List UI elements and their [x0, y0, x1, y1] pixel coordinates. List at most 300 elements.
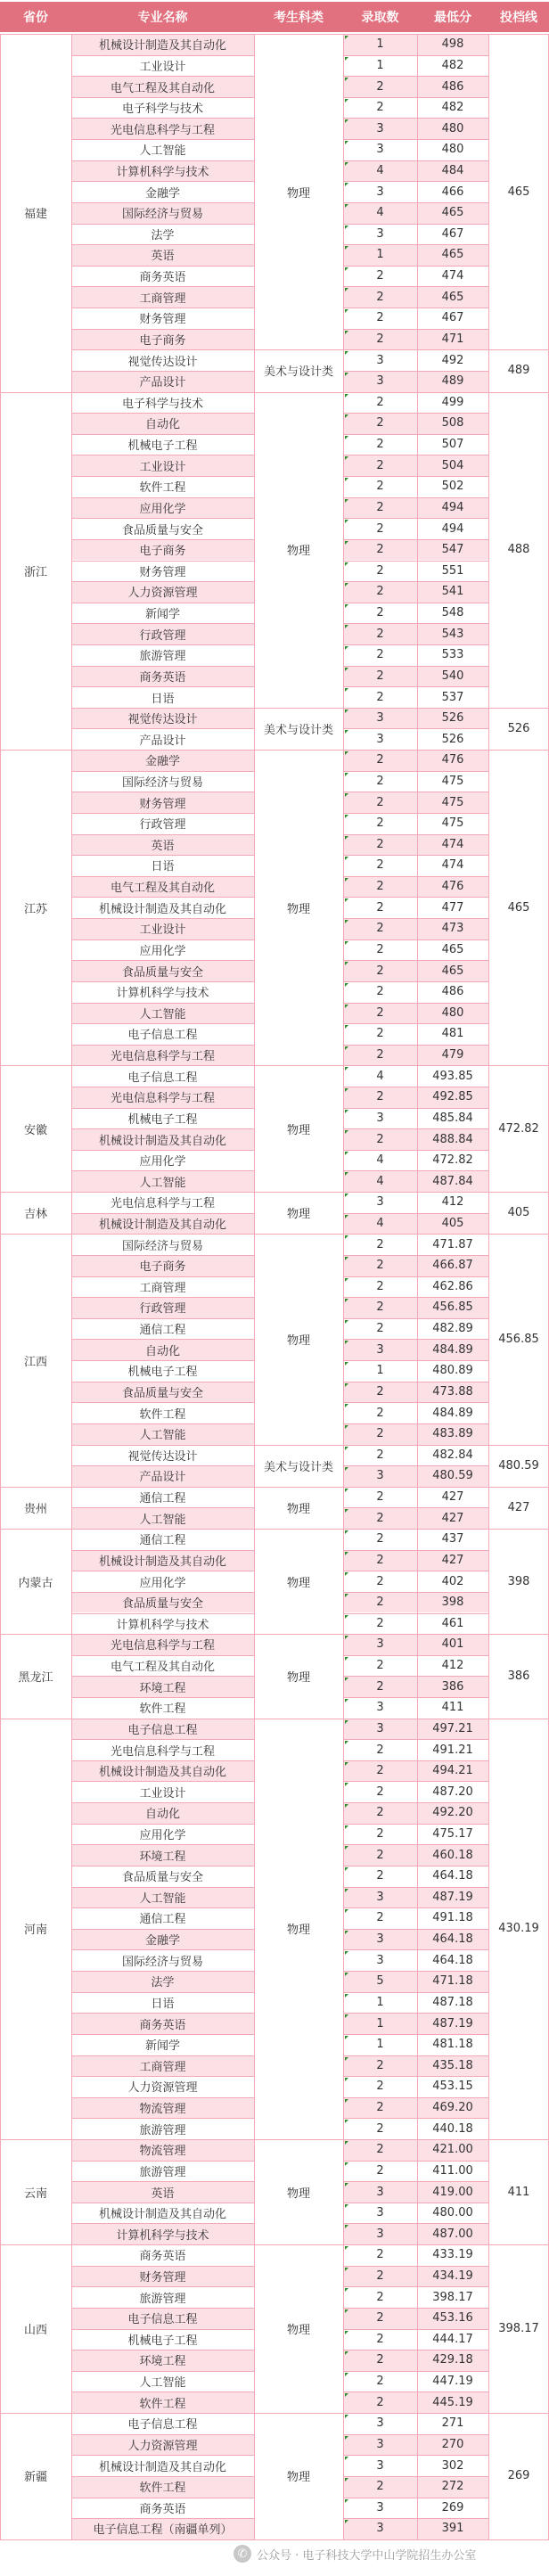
- grid-line: [488, 1634, 549, 1635]
- major-cell: 产品设计: [71, 371, 254, 392]
- admitted-cell: 2: [343, 1128, 417, 1150]
- grid-line: [71, 434, 254, 435]
- min-score-cell: 461: [417, 1613, 488, 1635]
- province-cell: 安徽: [0, 1065, 71, 1192]
- admitted-cell: 2: [343, 834, 417, 856]
- admitted-cell: 4: [343, 1065, 417, 1087]
- cell-flag-marker: [345, 1341, 348, 1344]
- min-score-cell: 467: [417, 308, 488, 329]
- cell-flag-marker: [345, 1572, 348, 1576]
- admitted-cell: 2: [343, 1445, 417, 1466]
- admitted-cell: 2: [343, 286, 417, 308]
- admitted-cell: 2: [343, 1487, 417, 1508]
- major-cell: 行政管理: [71, 623, 254, 644]
- grid-line: [343, 2434, 488, 2435]
- admitted-cell: 2: [343, 2139, 417, 2161]
- grid-line: [0, 1529, 71, 1530]
- major-cell: 自动化: [71, 413, 254, 434]
- admitted-cell: 2: [343, 2308, 417, 2329]
- grid-line: [343, 1802, 488, 1803]
- grid-line: [343, 518, 488, 519]
- cell-flag-marker: [345, 1299, 348, 1302]
- grid-line: [488, 1065, 549, 1066]
- min-score-cell: 477: [417, 897, 488, 918]
- admitted-cell: 3: [343, 1634, 417, 1655]
- min-score-cell: 466: [417, 181, 488, 202]
- min-score-cell: 484.89: [417, 1339, 488, 1360]
- cell-flag-marker: [345, 1867, 348, 1871]
- min-score-cell: 475.17: [417, 1824, 488, 1845]
- grid-line: [71, 918, 254, 919]
- cell-flag-marker: [345, 1467, 348, 1471]
- grid-line: [0, 1634, 71, 1635]
- grid-line: [71, 476, 254, 477]
- cell-flag-marker: [345, 583, 348, 587]
- cutoff-cell: 465: [488, 750, 549, 1065]
- admitted-cell: 2: [343, 308, 417, 329]
- major-cell: 人力资源管理: [71, 2434, 254, 2456]
- min-score-cell: 526: [417, 728, 488, 750]
- grid-line: [343, 1929, 488, 1930]
- grid-line: [71, 855, 254, 856]
- admitted-cell: 2: [343, 1655, 417, 1677]
- grid-line: [343, 1739, 488, 1740]
- admitted-cell: 3: [343, 224, 417, 245]
- cell-flag-marker: [345, 1025, 348, 1029]
- major-cell: 机械电子工程: [71, 1108, 254, 1129]
- grid-line: [343, 1697, 488, 1698]
- grid-line: [343, 2266, 488, 2267]
- grid-line: [488, 349, 549, 350]
- cell-flag-marker: [345, 99, 348, 103]
- grid-line: [343, 1108, 488, 1109]
- min-score-cell: 487.18: [417, 1992, 488, 2014]
- grid-line: [71, 897, 254, 898]
- admitted-cell: 3: [343, 1697, 417, 1719]
- cell-flag-marker: [345, 78, 348, 81]
- grid-line: [71, 55, 254, 56]
- min-score-cell: 435.18: [417, 2055, 488, 2077]
- major-cell: 机械电子工程: [71, 2329, 254, 2350]
- grid-line: [417, 34, 418, 2539]
- grid-line: [488, 708, 549, 709]
- grid-line: [343, 1676, 488, 1677]
- grid-line: [71, 1276, 254, 1277]
- grid-line: [71, 349, 254, 350]
- min-score-cell: 489: [417, 371, 488, 392]
- grid-line: [71, 1170, 254, 1171]
- admitted-cell: 3: [343, 2498, 417, 2519]
- grid-line: [343, 1507, 488, 1508]
- grid-line: [343, 2013, 488, 2014]
- cell-flag-marker: [345, 625, 348, 628]
- grid-line: [343, 1949, 488, 1950]
- cell-flag-marker: [345, 1404, 348, 1407]
- grid-line: [343, 708, 488, 709]
- watermark-text: 公众号 · 电子科技大学中山学院招生办公室: [257, 2548, 477, 2563]
- grid-line: [71, 2223, 254, 2224]
- grid-line: [488, 34, 549, 35]
- major-cell: 机械设计制造及其自动化: [71, 2455, 254, 2476]
- cell-flag-marker: [345, 2478, 348, 2482]
- major-cell: 工商管理: [71, 286, 254, 308]
- category-cell: 物理: [254, 2413, 343, 2539]
- grid-line: [71, 1529, 254, 1530]
- admitted-cell: 3: [343, 1887, 417, 1908]
- cutoff-cell: 269: [488, 2413, 549, 2539]
- admitted-cell: 2: [343, 1802, 417, 1824]
- admitted-cell: 3: [343, 1465, 417, 1487]
- admitted-cell: 3: [343, 181, 417, 202]
- min-score-cell: 491.18: [417, 1907, 488, 1929]
- grid-line: [488, 1487, 549, 1488]
- category-cell: 物理: [254, 1719, 343, 2139]
- major-cell: 机械设计制造及其自动化: [71, 1213, 254, 1235]
- admitted-cell: 2: [343, 266, 417, 287]
- min-score-cell: 487.84: [417, 1170, 488, 1192]
- grid-line: [71, 2329, 254, 2330]
- min-score-cell: 467: [417, 224, 488, 245]
- cell-flag-marker: [345, 394, 348, 398]
- min-score-cell: 482: [417, 55, 488, 77]
- admitted-cell: 2: [343, 2118, 417, 2139]
- grid-line: [71, 1781, 254, 1782]
- cell-flag-marker: [345, 1657, 348, 1661]
- grid-line: [488, 1529, 549, 1530]
- grid-line: [0, 34, 71, 35]
- category-cell: 物理: [254, 750, 343, 1065]
- grid-line: [71, 876, 254, 877]
- admitted-cell: 2: [343, 329, 417, 350]
- grid-line: [71, 1655, 254, 1656]
- cutoff-cell: 430.19: [488, 1719, 549, 2139]
- min-score-cell: 493.85: [417, 1065, 488, 1087]
- min-score-cell: 440.18: [417, 2118, 488, 2139]
- grid-line: [71, 2286, 254, 2287]
- grid-line: [71, 2181, 254, 2182]
- min-score-cell: 402: [417, 1571, 488, 1592]
- cell-flag-marker: [345, 1005, 348, 1008]
- cell-flag-marker: [345, 773, 348, 776]
- grid-line: [71, 1592, 254, 1593]
- major-cell: 人工智能: [71, 1423, 254, 1445]
- cutoff-cell: 488: [488, 392, 549, 708]
- grid-line: [71, 202, 254, 203]
- grid-line: [343, 1255, 488, 1256]
- min-score-cell: 471.18: [417, 1971, 488, 1992]
- major-cell: 视觉传达设计: [71, 1445, 254, 1466]
- grid-line: [343, 160, 488, 161]
- grid-line: [71, 813, 254, 814]
- major-cell: 电子信息工程: [71, 1719, 254, 1740]
- admitted-cell: 1: [343, 2013, 417, 2034]
- grid-line: [71, 2034, 254, 2035]
- grid-line: [343, 561, 488, 562]
- grid-line: [71, 1360, 254, 1361]
- grid-line: [254, 2139, 343, 2140]
- admitted-cell: 1: [343, 1992, 417, 2014]
- min-score-cell: 411.00: [417, 2161, 488, 2182]
- admitted-cell: 2: [343, 2097, 417, 2119]
- min-score-cell: 386: [417, 1676, 488, 1697]
- cell-flag-marker: [345, 983, 348, 987]
- min-score-cell: 465: [417, 202, 488, 224]
- grid-line: [343, 2139, 488, 2140]
- grid-line: [71, 1128, 254, 1129]
- grid-line: [488, 750, 549, 751]
- grid-line: [0, 392, 71, 393]
- major-cell: 国际经济与贸易: [71, 1949, 254, 1971]
- major-cell: 机械设计制造及其自动化: [71, 1760, 254, 1782]
- min-score-cell: 471.87: [417, 1234, 488, 1255]
- major-cell: 应用化学: [71, 1571, 254, 1592]
- min-score-cell: 481: [417, 1023, 488, 1045]
- grid-line: [343, 476, 488, 477]
- admitted-cell: 2: [343, 644, 417, 666]
- grid-line: [71, 497, 254, 498]
- admitted-cell: 3: [343, 1108, 417, 1129]
- grid-line: [343, 392, 488, 393]
- admitted-cell: 3: [343, 2181, 417, 2203]
- min-score-cell: 473.88: [417, 1382, 488, 1403]
- major-cell: 财务管理: [71, 561, 254, 582]
- cell-flag-marker: [345, 730, 348, 734]
- admitted-cell: 1: [343, 244, 417, 266]
- admitted-cell: 2: [343, 581, 417, 603]
- cell-flag-marker: [345, 226, 348, 229]
- major-cell: 新闻学: [71, 603, 254, 624]
- cell-flag-marker: [345, 2436, 348, 2440]
- major-cell: 机械设计制造及其自动化: [71, 897, 254, 918]
- cell-flag-marker: [345, 857, 348, 860]
- grid-line: [71, 771, 254, 772]
- grid-line: [343, 286, 488, 287]
- grid-line: [71, 2308, 254, 2309]
- wechat-icon: ✆: [234, 2545, 251, 2563]
- grid-line: [71, 2266, 254, 2267]
- min-score-cell: 498: [417, 34, 488, 55]
- grid-line: [254, 1487, 343, 1488]
- grid-line: [71, 1402, 254, 1403]
- grid-line: [343, 1234, 488, 1235]
- grid-line: [343, 960, 488, 961]
- major-cell: 软件工程: [71, 2476, 254, 2498]
- major-cell: 电子商务: [71, 539, 254, 561]
- cell-flag-marker: [345, 1931, 348, 1934]
- min-score-cell: 526: [417, 708, 488, 729]
- grid-line: [71, 1676, 254, 1677]
- min-score-cell: 465: [417, 960, 488, 981]
- grid-line: [71, 2455, 254, 2456]
- cell-flag-marker: [345, 436, 348, 439]
- grid-line: [71, 708, 254, 709]
- min-score-cell: 492: [417, 349, 488, 371]
- category-cell: 物理: [254, 1234, 343, 1444]
- grid-line: [254, 1529, 343, 1530]
- min-score-cell: 464.18: [417, 1949, 488, 1971]
- min-score-cell: 412: [417, 1655, 488, 1677]
- cutoff-cell: 489: [488, 349, 549, 391]
- grid-line: [71, 1992, 254, 1993]
- min-score-cell: 421.00: [417, 2139, 488, 2161]
- grid-line: [71, 1192, 254, 1193]
- header-min-score: 最低分: [417, 2, 488, 32]
- grid-line: [343, 1887, 488, 1888]
- grid-line: [343, 1992, 488, 1993]
- category-cell: 物理: [254, 1065, 343, 1192]
- min-score-cell: 447.19: [417, 2371, 488, 2392]
- grid-line: [71, 2476, 254, 2477]
- major-cell: 环境工程: [71, 1676, 254, 1697]
- min-score-cell: 475: [417, 771, 488, 792]
- grid-line: [71, 76, 254, 77]
- cutoff-cell: 405: [488, 1192, 549, 1234]
- grid-line: [71, 286, 254, 287]
- cell-flag-marker: [345, 920, 348, 923]
- admitted-cell: 2: [343, 1297, 417, 1318]
- grid-line: [254, 2413, 343, 2414]
- min-score-cell: 494.21: [417, 1760, 488, 1782]
- grid-line: [343, 1971, 488, 1972]
- admitted-cell: 4: [343, 160, 417, 182]
- grid-line: [343, 1465, 488, 1466]
- admitted-cell: 2: [343, 1234, 417, 1255]
- header-major: 专业名称: [71, 2, 254, 32]
- category-cell: 物理: [254, 2139, 343, 2244]
- grid-line: [0, 34, 1, 2539]
- min-score-cell: 473: [417, 918, 488, 939]
- cell-flag-marker: [345, 1552, 348, 1555]
- major-cell: 法学: [71, 1971, 254, 1992]
- min-score-cell: 465: [417, 939, 488, 961]
- province-cell: 贵州: [0, 1487, 71, 1529]
- grid-line: [343, 2223, 488, 2224]
- grid-line: [71, 1108, 254, 1109]
- admitted-cell: 2: [343, 813, 417, 834]
- admitted-cell: 2: [343, 623, 417, 644]
- grid-line: [343, 1318, 488, 1319]
- cell-flag-marker: [345, 1235, 348, 1239]
- min-score-cell: 537: [417, 686, 488, 708]
- cell-flag-marker: [345, 898, 348, 902]
- admitted-cell: 2: [343, 455, 417, 476]
- admitted-cell: 2: [343, 918, 417, 939]
- min-score-cell: 480.00: [417, 2203, 488, 2224]
- grid-line: [343, 771, 488, 772]
- grid-line: [343, 2118, 488, 2119]
- grid-line: [343, 1402, 488, 1403]
- province-cell: 山西: [0, 2244, 71, 2413]
- grid-line: [71, 1949, 254, 1950]
- min-score-cell: 469.20: [417, 2097, 488, 2119]
- cell-flag-marker: [345, 1762, 348, 1766]
- admitted-cell: 2: [343, 392, 417, 414]
- min-score-cell: 484: [417, 160, 488, 182]
- grid-line: [71, 2097, 254, 2098]
- major-cell: 应用化学: [71, 1150, 254, 1171]
- grid-line: [254, 1065, 343, 1066]
- min-score-cell: 475: [417, 792, 488, 813]
- cell-flag-marker: [345, 141, 348, 144]
- admitted-cell: 5: [343, 1971, 417, 1992]
- admitted-cell: 3: [343, 708, 417, 729]
- grid-line: [71, 539, 254, 540]
- admitted-cell: 2: [343, 960, 417, 981]
- grid-line: [71, 266, 254, 267]
- min-score-cell: 476: [417, 876, 488, 898]
- grid-line: [71, 686, 254, 687]
- admitted-cell: 4: [343, 202, 417, 224]
- grid-line: [71, 34, 254, 35]
- major-cell: 旅游管理: [71, 644, 254, 666]
- major-cell: 电子信息工程: [71, 2308, 254, 2329]
- admitted-cell: 2: [343, 1003, 417, 1024]
- grid-line: [71, 623, 254, 624]
- province-cell: 浙江: [0, 392, 71, 751]
- admitted-cell: 2: [343, 666, 417, 687]
- admitted-cell: 2: [343, 2391, 417, 2413]
- major-cell: 应用化学: [71, 939, 254, 961]
- grid-line: [0, 1487, 71, 1488]
- grid-line: [71, 1487, 254, 1488]
- grid-line: [71, 960, 254, 961]
- major-cell: 财务管理: [71, 2266, 254, 2287]
- grid-line: [343, 1824, 488, 1825]
- major-cell: 光电信息科学与工程: [71, 1192, 254, 1213]
- grid-line: [488, 34, 489, 2539]
- major-cell: 软件工程: [71, 1697, 254, 1719]
- min-score-cell: 508: [417, 413, 488, 434]
- province-cell: 江西: [0, 1234, 71, 1486]
- min-score-cell: 486: [417, 76, 488, 97]
- major-cell: 人工智能: [71, 1003, 254, 1024]
- cell-flag-marker: [345, 1447, 348, 1450]
- min-score-cell: 433.19: [417, 2244, 488, 2266]
- major-cell: 物流管理: [71, 2139, 254, 2161]
- min-score-cell: 480: [417, 139, 488, 160]
- cell-flag-marker: [345, 331, 348, 334]
- major-cell: 物流管理: [71, 2097, 254, 2119]
- cutoff-cell: 427: [488, 1487, 549, 1529]
- cell-flag-marker: [345, 1152, 348, 1155]
- cell-flag-marker: [345, 2520, 348, 2523]
- admitted-cell: 2: [343, 539, 417, 561]
- major-cell: 通信工程: [71, 1318, 254, 1340]
- grid-line: [343, 1907, 488, 1908]
- admitted-cell: 2: [343, 1824, 417, 1845]
- grid-line: [71, 2118, 254, 2119]
- cell-flag-marker: [345, 2099, 348, 2103]
- admitted-cell: 1: [343, 55, 417, 77]
- category-cell: 物理: [254, 34, 343, 349]
- major-cell: 电子信息工程: [71, 1023, 254, 1045]
- cell-flag-marker: [345, 1383, 348, 1387]
- major-cell: 应用化学: [71, 1824, 254, 1845]
- major-cell: 电子信息工程: [71, 2413, 254, 2434]
- grid-line: [343, 2518, 488, 2519]
- category-cell: 物理: [254, 1192, 343, 1234]
- admitted-cell: 3: [343, 1339, 417, 1360]
- grid-line: [343, 2034, 488, 2035]
- grid-line: [254, 708, 343, 709]
- cell-flag-marker: [345, 1257, 348, 1260]
- admitted-cell: 2: [343, 1423, 417, 1445]
- admitted-cell: 2: [343, 2371, 417, 2392]
- major-cell: 旅游管理: [71, 2286, 254, 2308]
- admitted-cell: 3: [343, 2518, 417, 2539]
- category-cell: 物理: [254, 1487, 343, 1529]
- cell-flag-marker: [345, 1530, 348, 1534]
